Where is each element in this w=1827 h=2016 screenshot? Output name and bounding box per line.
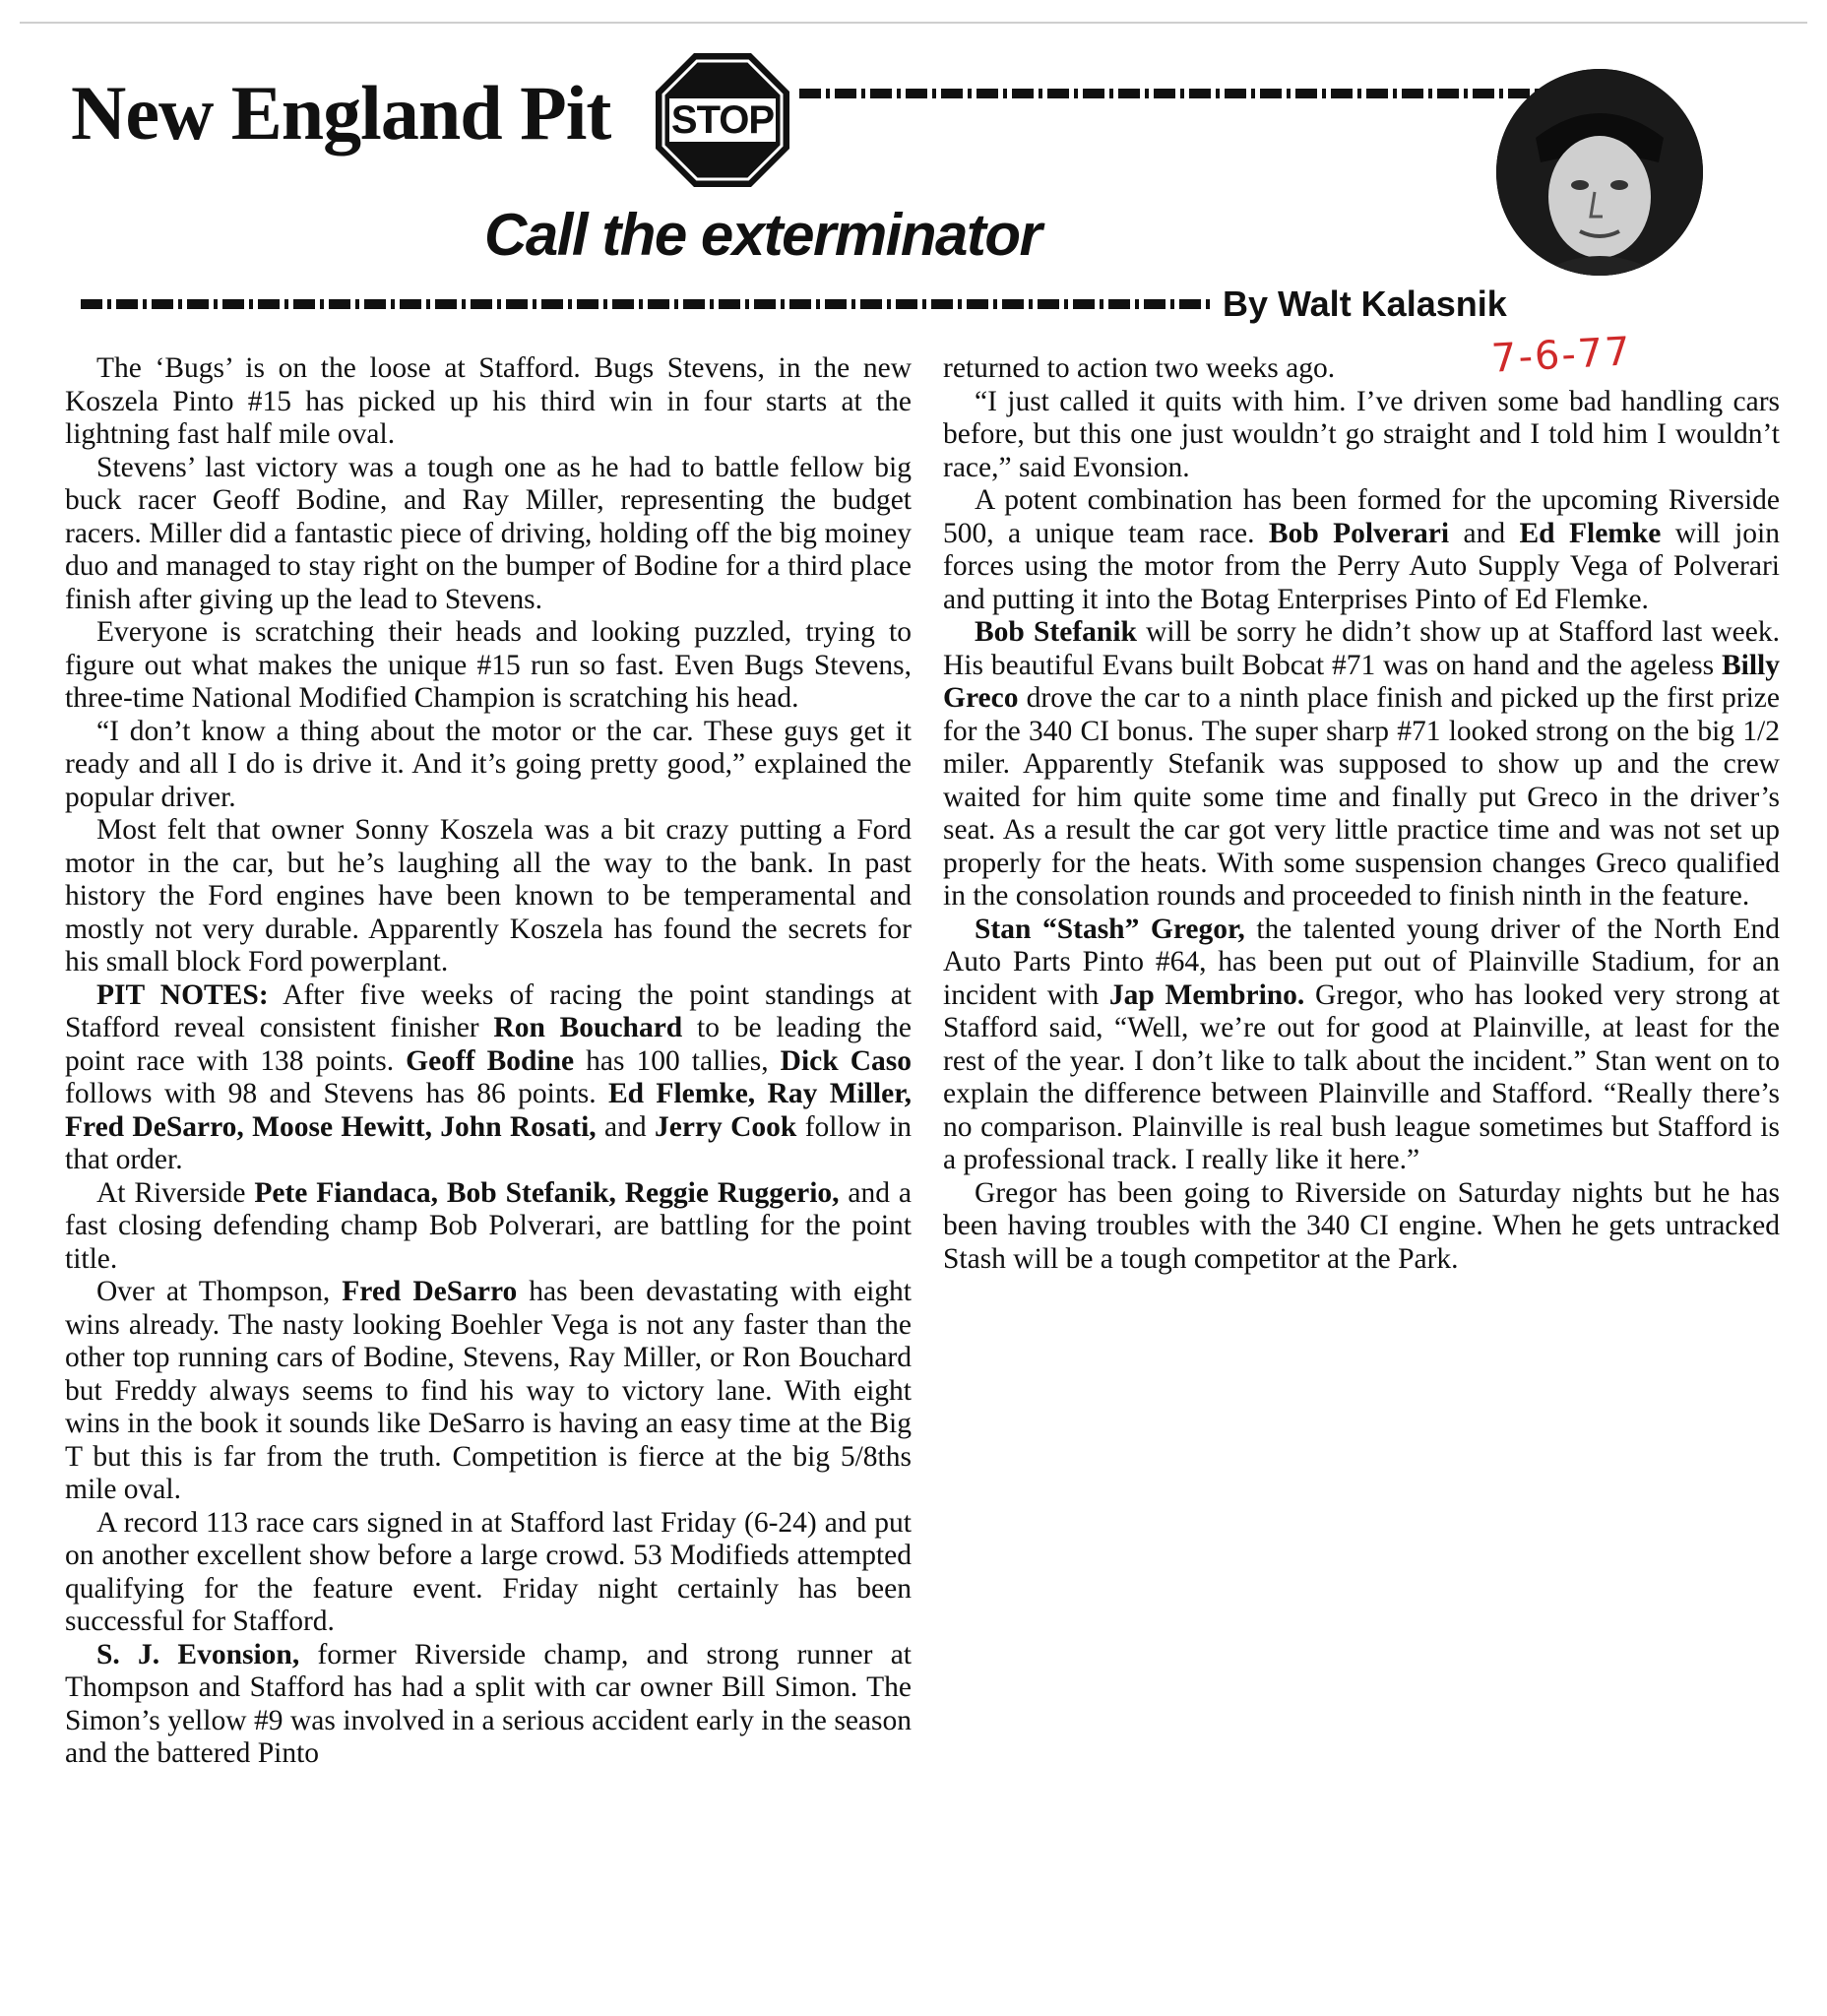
- byline: By Walt Kalasnik: [1223, 284, 1507, 324]
- paragraph-text: returned to action two weeks ago.: [943, 352, 1336, 384]
- bold-name: Stan “Stash” Gregor,: [975, 913, 1245, 945]
- bold-name: Jerry Cook: [654, 1110, 797, 1143]
- paragraph-text: A record 113 race cars signed in at Stafford last Friday (6-24) and put on another excellent show before a large crowd. 53 Modifieds attempted qualifying for the feature event. Friday night certainly has been successful for Stafford.: [65, 1506, 912, 1637]
- paragraph-text: Most felt that owner Sonny Koszela was a bit crazy putting a Ford motor in the car, but he’s laughing all the way to the bank. In past history the Ford engines have been known to be temperamental and mostly not very durable. Apparently Koszela has found the secrets for his small block Ford powerplant.: [65, 814, 912, 977]
- bold-name: Ed Flemke: [1519, 517, 1662, 549]
- paragraph-text: and a fast closing defending champ Bob Polverari, are battling for the point title.: [65, 1176, 912, 1275]
- handwritten-date: 7-6-77: [1489, 329, 1633, 382]
- article-paragraph: [943, 914, 1780, 1177]
- article-paragraph: [65, 979, 912, 1177]
- article-paragraph: [65, 616, 912, 716]
- paragraph-text: After five weeks of racing the point standings at Stafford reveal consistent finisher: [65, 978, 912, 1043]
- stop-sign-icon: [654, 51, 791, 189]
- bold-name: Bob Polverari: [1268, 517, 1450, 549]
- page-edge-rule: [20, 22, 1807, 24]
- paragraph-text: Gregor has been going to Riverside on Saturday nights but he has been having troubles with the 340 CI engine. When he gets untracked Stash will be a tough competitor at the Park.: [943, 1176, 1780, 1275]
- paragraph-text: “I just called it quits with him. I’ve driven some bad handling cars before, but this one just wouldn’t go straight and I told him I wouldn’t race,” said Evonsion.: [943, 385, 1780, 483]
- bold-name: PIT NOTES:: [96, 978, 269, 1011]
- paragraph-text: drove the car to a ninth place finish and picked up the first prize for the 340 CI bonus. The super sharp #71 looked strong on the big 1/2 miler. Apparently Stefanik was supposed to show up and the crew waited for him quite some time and finally put Greco in the driver’s seat. As a result the car got very little practice time and was not set up properly for the heats. With some suspension changes Greco qualified in the consolation rounds and proceeded to finish ninth in the feature.: [943, 682, 1780, 912]
- paragraph-text: the talented young driver of the North End Auto Parts Pinto #64, has been put out of Plainville Stadium, for an incident with: [943, 913, 1780, 1011]
- article-column-left: [65, 352, 912, 1771]
- bold-name: Bob Stefanik: [975, 616, 1137, 648]
- paragraph-text: Everyone is scratching their heads and looking puzzled, trying to figure out what makes the unique #15 run so fast. Even Bugs Stevens, three-time National Modified Champion is scratching his head.: [65, 616, 912, 714]
- bold-name: Ron Bouchard: [493, 1012, 683, 1043]
- article-paragraph: [65, 1639, 912, 1771]
- article-paragraph: [65, 1507, 912, 1639]
- article-paragraph: [65, 716, 912, 815]
- bold-name: S. J. Evonsion,: [96, 1638, 300, 1670]
- paragraph-text: Gregor, who has looked very strong at Stafford said, “Well, we’re out for good at Plainville, at least for the rest of the year. I don’t like to talk about the incident.” Stan went on to explain the difference between Plainville and Stafford. “Really there’s no comparison. Plainville is real bush league sometimes but Stafford is a professional track. I really like it here.”: [943, 978, 1780, 1175]
- paragraph-text: follows with 98 and Stevens has 86 points.: [65, 1078, 608, 1109]
- article-paragraph: [943, 1177, 1780, 1277]
- paragraph-text: will join forces using the motor from the Perry Auto Supply Vega of Polverari and putting it into the Botag Enterprises Pinto of Ed Flemke.: [943, 517, 1780, 615]
- paragraph-text: follow in that order.: [65, 1110, 913, 1175]
- paragraph-text: and: [596, 1110, 655, 1143]
- article-paragraph: [65, 452, 912, 617]
- stop-sign-word: STOP: [670, 97, 775, 142]
- bold-name: Jap Membrino.: [1108, 978, 1305, 1011]
- decorative-rule-bottom: [81, 299, 1213, 309]
- paragraph-text: The ‘Bugs’ is on the loose at Stafford. Bugs Stevens, in the new Koszela Pinto #15 has picked up his third win in four starts at the lightning fast half mile oval.: [65, 352, 912, 450]
- paragraph-text: will be sorry he didn’t show up at Stafford last week. His beautiful Evans built Bobcat #71 was on hand and the ageless: [943, 616, 1780, 681]
- headline: Call the exterminator: [484, 202, 1041, 268]
- article-paragraph: [65, 1177, 912, 1277]
- article-paragraph: [943, 386, 1780, 485]
- article-paragraph: [943, 352, 1780, 386]
- paragraph-text: At Riverside: [96, 1176, 255, 1209]
- paragraph-text: former Riverside champ, and strong runner at Thompson and Stafford has had a split with car owner Bill Simon. The Simon’s yellow #9 was involved in a serious accident early in the season and the battered Pinto: [65, 1638, 912, 1769]
- author-portrait: [1496, 69, 1703, 276]
- decorative-rule-top: [799, 89, 1646, 98]
- article-paragraph: [65, 814, 912, 979]
- bold-name: Billy Greco: [943, 649, 1780, 714]
- paragraph-text: and: [1449, 517, 1520, 549]
- bold-name: Geoff Bodine: [406, 1044, 575, 1077]
- bold-name: Fred DeSarro: [342, 1276, 518, 1307]
- bold-name: Ed Flemke, Ray Miller, Fred DeSarro, Moose Hewitt, John Rosati,: [65, 1078, 912, 1143]
- article-column-right: [943, 352, 1780, 1276]
- bold-name: Dick Caso: [780, 1044, 912, 1077]
- article-paragraph: [65, 352, 912, 452]
- column-title: New England Pit: [71, 70, 611, 156]
- paragraph-text: Over at Thompson,: [96, 1276, 343, 1307]
- article-paragraph: [943, 616, 1780, 914]
- paragraph-text: “I don’t know a thing about the motor or the car. These guys get it ready and all I do is drive it. And it’s going pretty good,” explained the popular driver.: [65, 715, 912, 813]
- paragraph-text: A potent combination has been formed for the upcoming Riverside 500, a unique team race.: [943, 484, 1780, 549]
- bold-name: Pete Fiandaca, Bob Stefanik, Reggie Ruggerio,: [254, 1176, 840, 1209]
- paragraph-text: to be leading the point race with 138 points.: [65, 1012, 912, 1077]
- author-portrait-graphic: [1496, 69, 1703, 276]
- paragraph-text: has been devastating with eight wins already. The nasty looking Boehler Vega is not any faster than the other top running cars of Bodine, Stevens, Ray Miller, or Ron Bouchard but Freddy always seems to find his way to victory lane. With eight wins in the book it sounds like DeSarro is having an easy time at the Big T but this is far from the truth. Competition is fierce at the big 5/8ths mile oval.: [65, 1276, 912, 1505]
- article-paragraph: [65, 1276, 912, 1507]
- paragraph-text: Stevens’ last victory was a tough one as he had to battle fellow big buck racer Geoff Bodine, and Ray Miller, representing the budget racers. Miller did a fantastic piece of driving, holding off the big moiney duo and managed to stay right on the bumper of Bodine for a third place finish after giving up the lead to Stevens.: [65, 451, 912, 615]
- paragraph-text: has 100 tallies,: [574, 1044, 781, 1077]
- article-paragraph: [943, 484, 1780, 616]
